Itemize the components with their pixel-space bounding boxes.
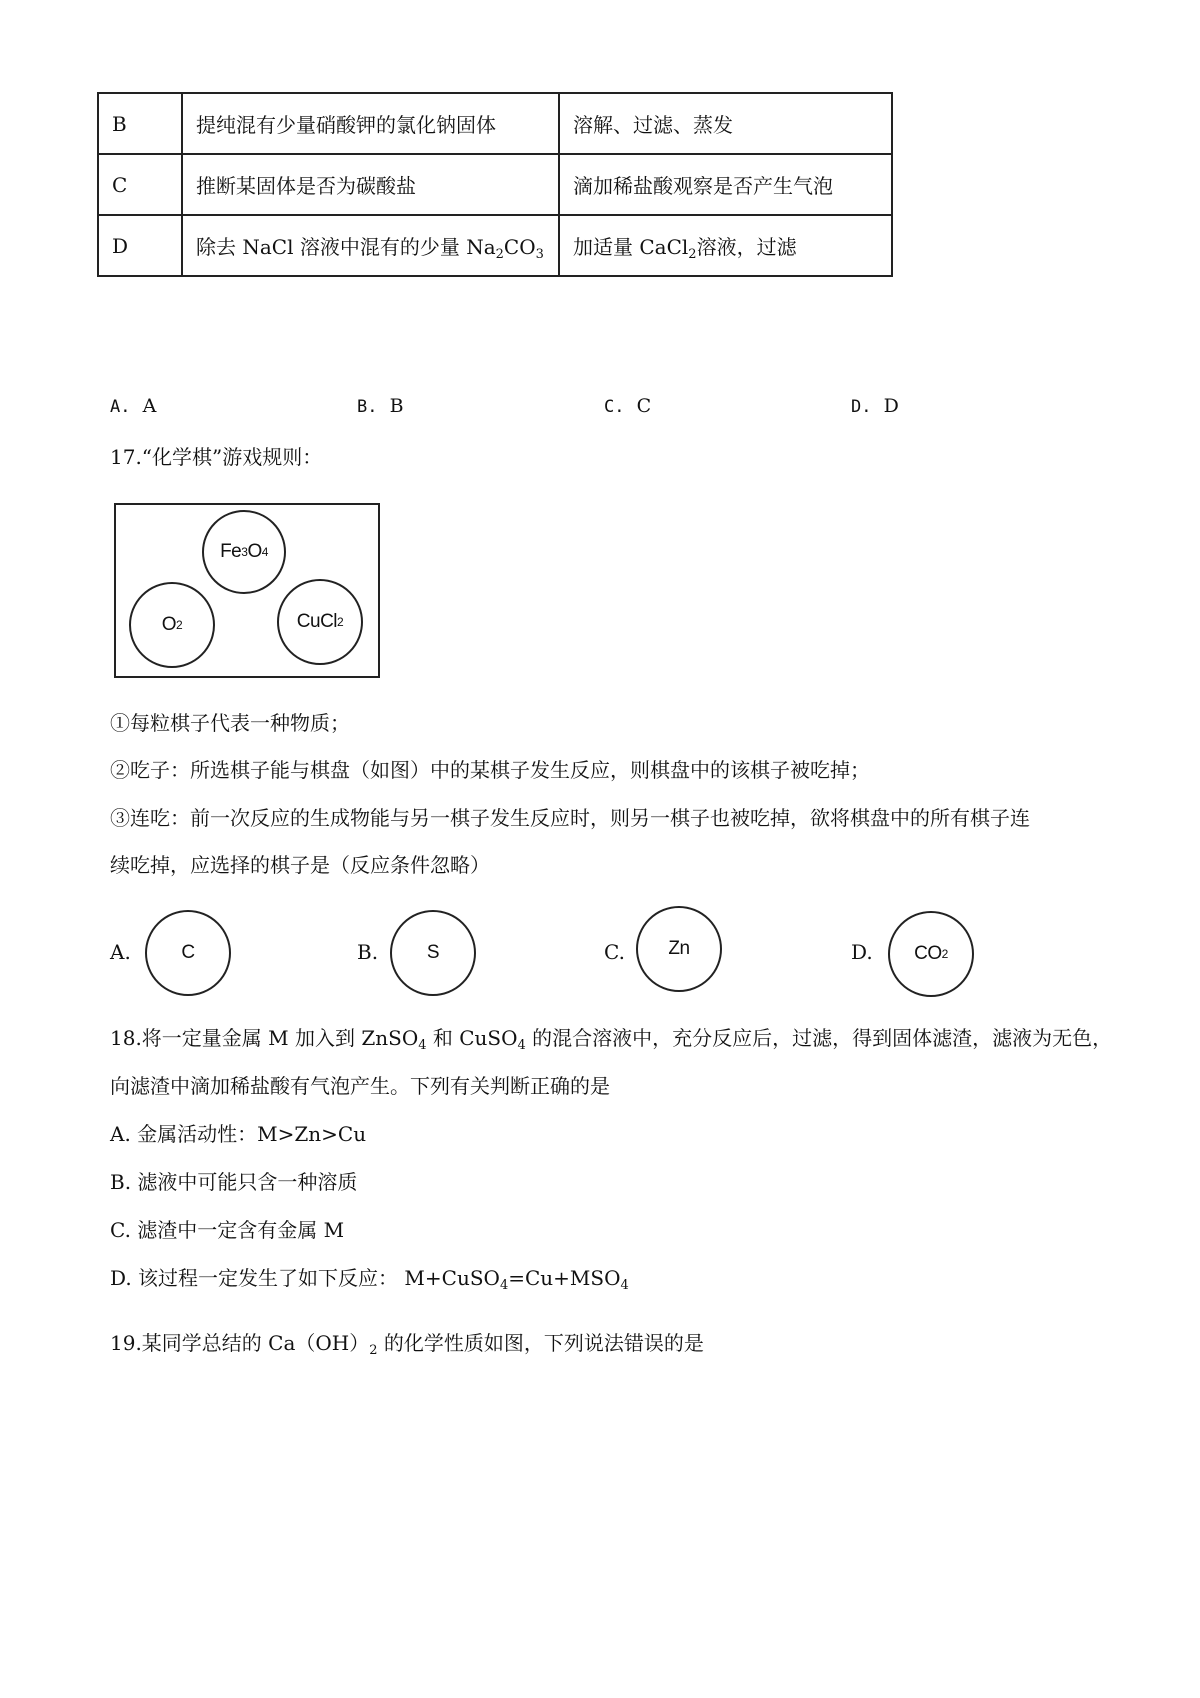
- q17-rule-1: ①每粒棋子代表一种物质；: [110, 711, 350, 735]
- option-key: D.: [851, 397, 872, 417]
- option-value: A: [142, 395, 157, 417]
- text: 的混合溶液中，充分反应后，过滤，得到固体滤渣，滤液为无色，: [525, 1026, 1113, 1050]
- row-method: [559, 215, 892, 276]
- text: Fe: [220, 541, 242, 562]
- text: 18.将一定量金属 M 加入到 ZnSO: [110, 1026, 419, 1050]
- board-piece-fe3o4: Fe 3 O 4: [202, 510, 286, 594]
- text: 加适量 CaCl: [573, 235, 689, 259]
- text: CO: [914, 943, 942, 964]
- q16-option-b[interactable]: [357, 392, 404, 421]
- text: CO: [503, 235, 536, 259]
- text: CuCl: [296, 611, 338, 632]
- table-row: [98, 93, 892, 154]
- option-key: A.: [110, 397, 131, 417]
- text: O: [161, 614, 177, 635]
- q18-option-c[interactable]: C. 滤渣中一定含有金属 M: [110, 1218, 345, 1242]
- text: S: [426, 942, 440, 963]
- table-row: [98, 215, 892, 276]
- q17-rule-3-line2: 续吃掉，应选择的棋子是（反应条件忽略）: [110, 853, 490, 877]
- q18-option-d[interactable]: [110, 1264, 629, 1292]
- subscript: 4: [418, 1038, 427, 1053]
- q17-option-c-label: C.: [604, 940, 625, 964]
- q17-option-d-label: D.: [851, 940, 873, 964]
- row-label: B: [98, 93, 182, 154]
- text: C: [181, 942, 195, 963]
- text: 19.某同学总结的 Ca（OH）: [110, 1331, 370, 1355]
- q18-option-a[interactable]: A. 金属活动性：M>Zn>Cu: [110, 1122, 367, 1146]
- option-key: C.: [604, 397, 625, 417]
- text: 除去 NaCl 溶液中混有的少量 Na: [196, 235, 496, 259]
- subscript: 2: [495, 247, 504, 262]
- text: Zn: [668, 938, 690, 959]
- row-label: D: [98, 215, 182, 276]
- subscript: 2: [688, 247, 697, 262]
- q17-option-a-piece[interactable]: [145, 910, 231, 996]
- board-piece-cucl2: CuCl 2: [277, 579, 363, 665]
- q19-stem: [110, 1329, 704, 1357]
- row-purpose: 提纯混有少量硝酸钾的氯化钠固体: [182, 93, 559, 154]
- board-piece-o2: O 2: [129, 582, 215, 668]
- option-value: D: [883, 395, 899, 417]
- text: 和 CuSO: [426, 1026, 518, 1050]
- q17-option-d-piece[interactable]: CO 2: [888, 911, 974, 997]
- subscript: 3: [535, 247, 544, 262]
- text: O: [247, 541, 262, 562]
- row-method: 滴加稀盐酸观察是否产生气泡: [559, 154, 892, 215]
- q18-stem-line2: 向滤渣中滴加稀盐酸有气泡产生。下列有关判断正确的是: [110, 1074, 610, 1098]
- q17-option-a-label: A.: [110, 940, 131, 964]
- table-row: [98, 154, 892, 215]
- subscript: 4: [499, 1278, 509, 1293]
- q18-option-b[interactable]: B. 滤液中可能只含一种溶质: [110, 1170, 358, 1194]
- row-label: C: [98, 154, 182, 215]
- q17-option-b-piece[interactable]: [390, 910, 476, 996]
- text: M+CuSO: [404, 1266, 500, 1290]
- chess-board: [114, 503, 380, 678]
- option-key: B.: [357, 397, 378, 417]
- q17-rule-3-line1: ③连吃：前一次反应的生成物能与另一棋子发生反应时，则另一棋子也被吃掉，欲将棋盘中的所有棋子连: [110, 806, 1030, 830]
- q16-option-d[interactable]: [851, 392, 899, 421]
- options-table: [97, 92, 893, 277]
- q17-option-c-piece[interactable]: [636, 906, 722, 992]
- subscript: 4: [620, 1278, 629, 1293]
- text: 溶液，过滤: [696, 235, 797, 259]
- text: D. 该过程一定发生了如下反应：: [110, 1266, 399, 1290]
- q16-option-a[interactable]: [110, 392, 156, 421]
- q17-rule-2: ②吃子：所选棋子能与棋盘（如图）中的某棋子发生反应，则棋盘中的该棋子被吃掉；: [110, 758, 870, 782]
- q17-option-b-label: B.: [357, 940, 379, 964]
- subscript: 2: [369, 1343, 378, 1358]
- text: =Cu+MSO: [508, 1266, 621, 1290]
- q17-title: 17.“化学棋”游戏规则：: [110, 445, 323, 469]
- q18-stem-line1: [110, 1024, 1112, 1052]
- option-value: B: [389, 395, 404, 417]
- option-value: C: [636, 395, 652, 417]
- q16-option-c[interactable]: [604, 392, 651, 421]
- row-purpose: [182, 215, 559, 276]
- subscript: 4: [517, 1038, 526, 1053]
- text: 的化学性质如图，下列说法错误的是: [377, 1331, 704, 1355]
- row-purpose: 推断某固体是否为碳酸盐: [182, 154, 559, 215]
- row-method: 溶解、过滤、蒸发: [559, 93, 892, 154]
